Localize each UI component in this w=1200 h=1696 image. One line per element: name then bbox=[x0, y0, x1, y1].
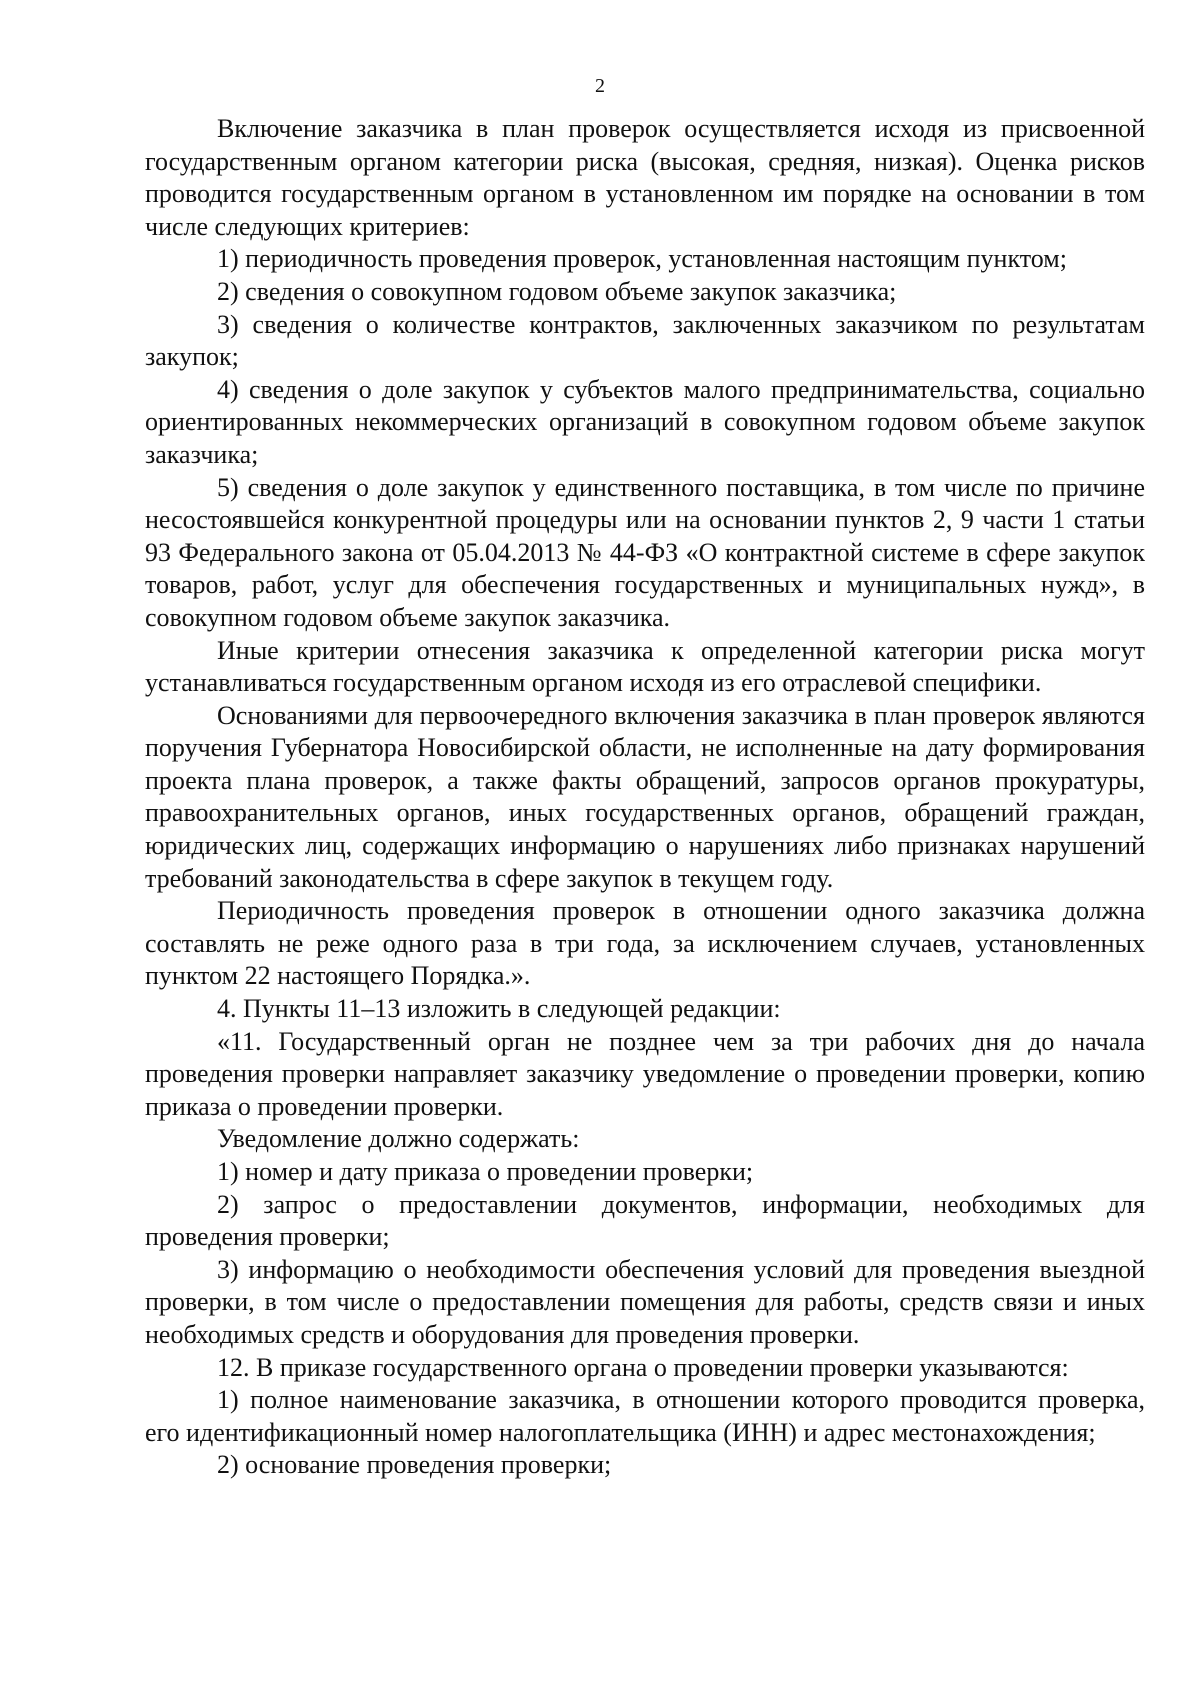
list-item-notice-3: 3) информацию о необходимости обеспечения условий для проведения выездной проверки, в том числе о предоставлении помещения для работы, средств связи и иных необходимых средств и оборудования для проведения проверки. bbox=[145, 1254, 1145, 1349]
list-item-criterion-2: 2) сведения о совокупном годовом объеме закупок заказчика; bbox=[217, 276, 897, 306]
page-number: 2 bbox=[595, 75, 605, 97]
paragraph-inspection-frequency: Периодичность проведения проверок в отношении одного заказчика должна составлять не реже одного раза в три года, за исключением случаев, установленных пунктом 22 настоящего Порядка.». bbox=[145, 896, 1145, 991]
paragraph-item-11: «11. Государственный орган не позднее чем за три рабочих дня до начала проведения проверки направляет заказчику уведомление о проведении проверки, копию приказа о проведении проверки. bbox=[145, 1026, 1145, 1121]
list-item-criterion-3: 3) сведения о количестве контрактов, заключенных заказчиком по результатам закупок; bbox=[145, 309, 1145, 372]
list-item-notice-2: 2) запрос о предоставлении документов, информации, необходимых для проведения проверки; bbox=[145, 1189, 1145, 1252]
list-item-notice-1: 1) номер и дату приказа о проведении проверки; bbox=[217, 1157, 754, 1186]
document-body bbox=[145, 113, 1145, 1482]
list-item-criterion-5: 5) сведения о доле закупок у единственного поставщика, в том числе по причине несостоявшейся конкурентной процедуры или на основании пунктов 2, 9 части 1 статьи 93 Федерального закона от 05.04.2013 № 44-ФЗ «О контрактной системе в сфере закупок товаров, работ, услуг для обеспечения государственных и муниципальных нужд», в совокупном годовом объеме закупок заказчика. bbox=[145, 472, 1145, 632]
paragraph-notice-contents: Уведомление должно содержать: bbox=[217, 1124, 580, 1154]
list-item-criterion-1: 1) периодичность проведения проверок, установленная настоящим пунктом; bbox=[217, 244, 1067, 274]
paragraph-inclusion-criteria: Включение заказчика в план проверок осуществляется исходя из присвоенной государственным органом категории риска (высокая, средняя, низкая). Оценка рисков проводится государственным органом в установленном им порядке на основании в том числе следующих критериев: bbox=[145, 114, 1145, 241]
paragraph-amendment-4: 4. Пункты 11–13 изложить в следующей редакции: bbox=[217, 994, 781, 1024]
paragraph-priority-grounds: Основаниями для первоочередного включения заказчика в план проверок являются поручения Губернатора Новосибирской области, не исполненные на дату формирования проекта плана проверок, а также факты обращений, запросов органов прокуратуры, правоохранительных органов, иных государственных органов, обращений граждан, юридических лиц, содержащих информацию о нарушениях либо признаках нарушений требований законодательства в сфере закупок в текущем году. bbox=[145, 700, 1145, 893]
paragraph-item-12: 12. В приказе государственного органа о проведении проверки указываются: bbox=[217, 1352, 1069, 1382]
list-item-order-2: 2) основание проведения проверки; bbox=[217, 1450, 612, 1480]
paragraph-other-criteria: Иные критерии отнесения заказчика к определенной категории риска могут устанавливаться государственным органом исходя из его отраслевой специфики. bbox=[145, 635, 1145, 698]
list-item-order-1: 1) полное наименование заказчика, в отношении которого проводится проверка, его идентификационный номер налогоплательщика (ИНН) и адрес местонахождения; bbox=[145, 1385, 1145, 1447]
list-item-criterion-4: 4) сведения о доле закупок у субъектов малого предпринимательства, социально ориентированных некоммерческих организаций в совокупном годовом объеме закупок заказчика; bbox=[145, 374, 1145, 469]
